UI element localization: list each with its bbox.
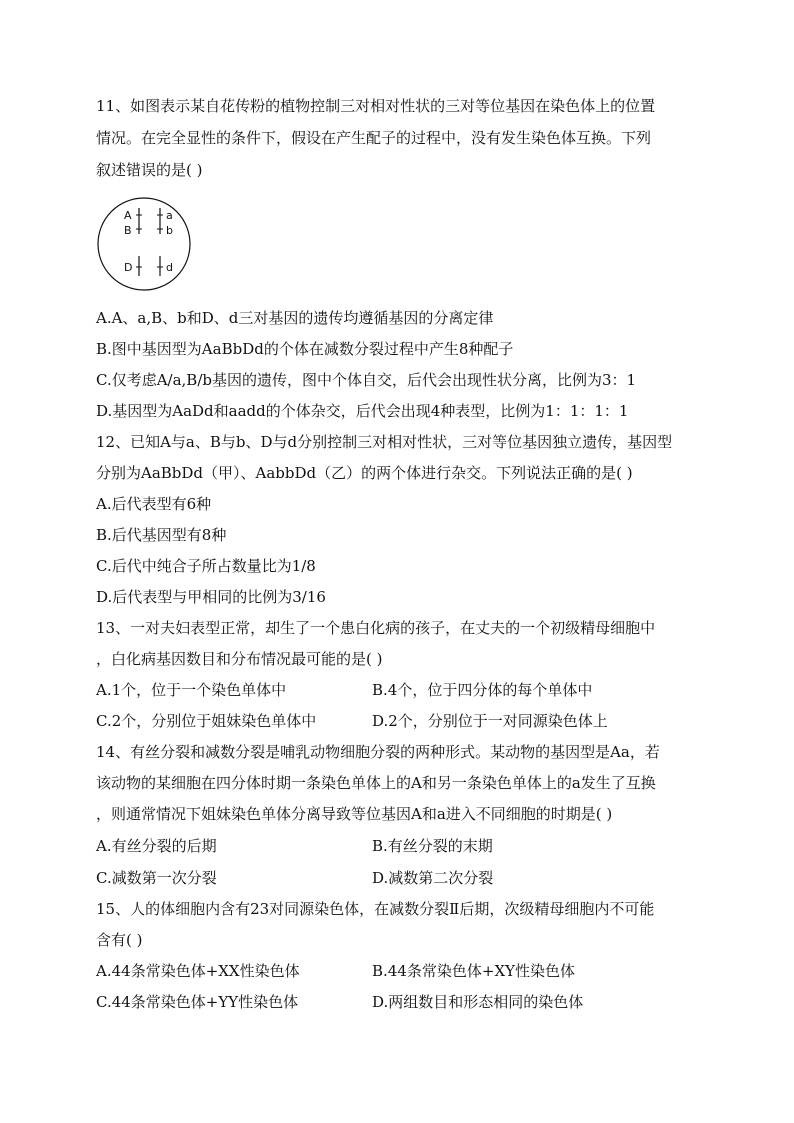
q14-stem-line-2: 该动物的某细胞在四分体时期一条染色单体上的A和另一条染色单体上的a发生了互换 xyxy=(96,774,656,792)
q12-option-a: A.后代表型有6种 xyxy=(96,495,212,513)
q13-stem-line-2: ，白化病基因数目和分布情况最可能的是( ) xyxy=(96,650,383,668)
q13-stem-line-1: 13、一对夫妇表型正常，却生了一个患白化病的孩子，在丈夫的一个初级精母细胞中 xyxy=(96,619,656,637)
gene-label-D: D xyxy=(124,261,133,274)
q13-option-a: A.1个，位于一个染色单体中 xyxy=(96,681,287,699)
q12-option-d: D.后代表型与甲相同的比例为3/16 xyxy=(96,588,326,606)
q13-option-d: D.2个，分别位于一对同源染色体上 xyxy=(372,712,608,730)
q11-option-b: B.图中基因型为AaBbDd的个体在减数分裂过程中产生8种配子 xyxy=(96,340,514,358)
q15-option-a: A.44条常染色体+XX性染色体 xyxy=(96,962,300,980)
cell-outline xyxy=(98,198,190,290)
q14-option-c: C.减数第一次分裂 xyxy=(96,869,217,887)
q13-option-c: C.2个，分别位于姐妹染色单体中 xyxy=(96,712,317,730)
q11-option-a: A.A、a,B、b和D、d三对基因的遗传均遵循基因的分离定律 xyxy=(96,309,494,327)
q13-option-b: B.4个，位于四分体的每个单体中 xyxy=(372,681,593,699)
q14-option-d: D.减数第二次分裂 xyxy=(372,869,494,887)
q14-stem-line-1: 14、有丝分裂和减数分裂是哺乳动物细胞分裂的两种形式。某动物的基因型是Aa，若 xyxy=(96,743,660,761)
q11-stem-line-2: 情况。在完全显性的条件下，假设在产生配子的过程中，没有发生染色体互换。下列 xyxy=(96,129,652,147)
gene-label-b: b xyxy=(166,224,173,237)
q12-option-c: C.后代中纯合子所占数量比为1/8 xyxy=(96,557,316,575)
q14-option-a: A.有丝分裂的后期 xyxy=(96,837,217,855)
q11-option-c: C.仅考虑A/a,B/b基因的遗传，图中个体自交，后代会出现性状分离，比例为3：1 xyxy=(96,371,637,389)
q11-option-d: D.基因型为AaDd和aadd的个体杂交，后代会出现4种表型，比例为1：1：1：1 xyxy=(96,402,629,420)
q12-option-b: B.后代基因型有8种 xyxy=(96,526,227,544)
q14-stem-line-3: ，则通常情况下姐妹染色单体分离导致等位基因A和a进入不同细胞的时期是( ) xyxy=(96,805,613,823)
q11-stem-line-3: 叙述错误的是( ) xyxy=(96,161,203,179)
q14-option-b: B.有丝分裂的末期 xyxy=(372,837,493,855)
q15-option-b: B.44条常染色体+XY性染色体 xyxy=(372,962,576,980)
q15-stem-line-2: 含有( ) xyxy=(96,931,143,949)
gene-label-d: d xyxy=(166,261,173,274)
q12-stem-line-2: 分别为AaBbDd（甲）、AabbDd（乙）的两个体进行杂交。下列说法正确的是( ) xyxy=(96,464,633,482)
q11-stem-line-1: 11、如图表示某自花传粉的植物控制三对相对性状的三对等位基因在染色体上的位置 xyxy=(96,97,656,115)
q12-stem-line-1: 12、已知A与a、B与b、D与d分别控制三对相对性状，三对等位基因独立遗传，基因型 xyxy=(96,433,673,451)
gene-label-B: B xyxy=(124,224,132,237)
gene-label-a: a xyxy=(166,209,173,222)
q15-stem-line-1: 15、人的体细胞内含有23对同源染色体，在减数分裂Ⅱ后期，次级精母细胞内不可能 xyxy=(96,900,655,918)
chromosome-diagram xyxy=(96,196,192,292)
gene-label-A: A xyxy=(124,209,132,222)
q15-option-d: D.两组数目和形态相同的染色体 xyxy=(372,993,584,1011)
q15-option-c: C.44条常染色体+YY性染色体 xyxy=(96,993,299,1011)
